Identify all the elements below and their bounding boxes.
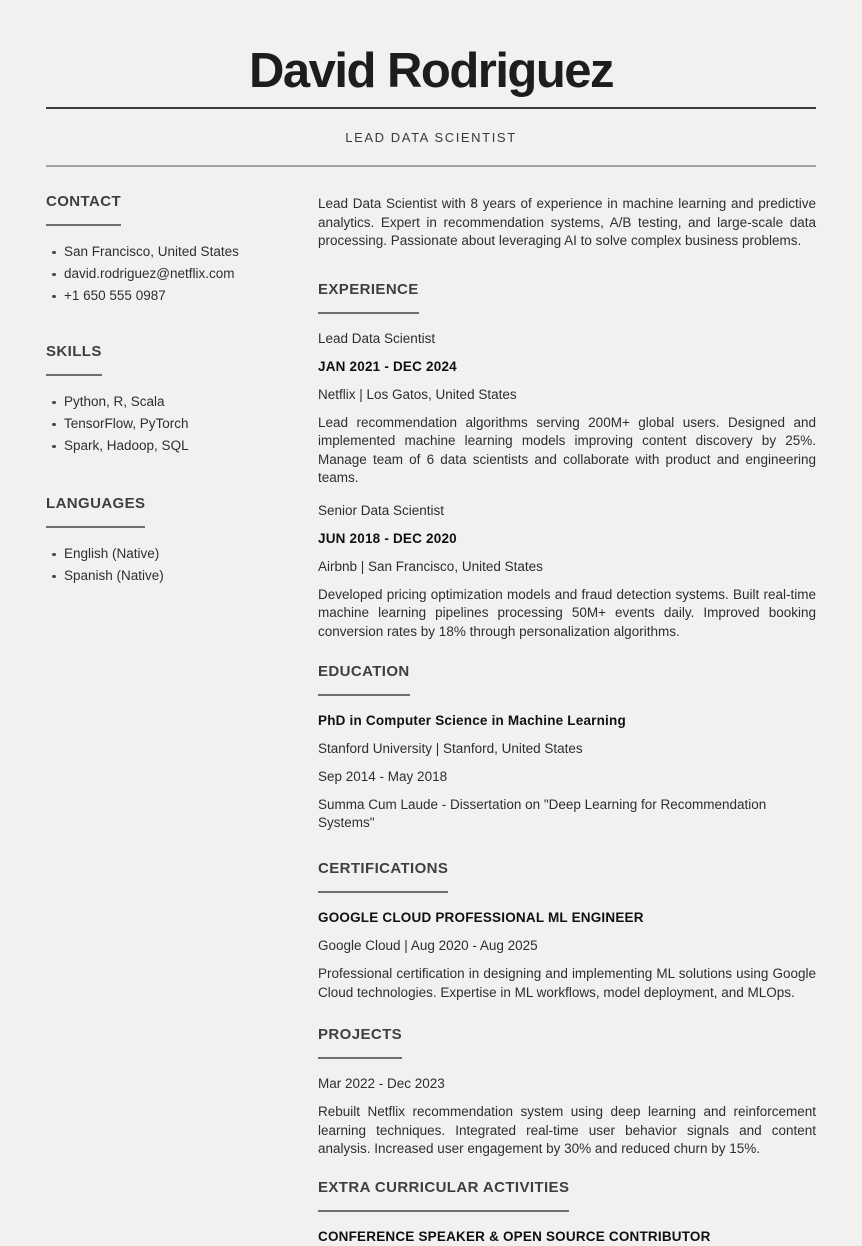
extra-curricular-section xyxy=(318,1179,816,1246)
education-dates: Sep 2014 - May 2018 xyxy=(318,769,448,784)
skills-item: Python, R, Scala xyxy=(46,391,292,413)
extra-curricular-entry xyxy=(318,1228,816,1246)
experience-heading: EXPERIENCE xyxy=(318,281,419,314)
project-entry xyxy=(318,1075,816,1159)
contact-section xyxy=(46,193,292,307)
contact-item-phone: +1 650 555 0987 xyxy=(46,285,292,307)
education-heading: EDUCATION xyxy=(318,663,410,696)
project-dates: Mar 2022 - Dec 2023 xyxy=(318,1076,445,1091)
experience-entry-company: Airbnb | San Francisco, United States xyxy=(318,558,543,574)
certification-description: Professional certification in designing and implementing ML solutions using Google Cloud technologies. Expertise in ML workflows, model deployment, and MLOps. xyxy=(318,966,816,1000)
project-description: Rebuilt Netflix recommendation system using deep learning and reinforcement learning techniques. Integrated real-time user behavior signals and content analysis. Increased user engagement by 30% and reduced churn by 15%. xyxy=(318,1104,816,1156)
skills-item: TensorFlow, PyTorch xyxy=(46,413,292,435)
certification-entry xyxy=(318,909,816,1002)
contact-item-email: david.rodriguez@netflix.com xyxy=(46,263,292,285)
experience-entry-title: Senior Data Scientist xyxy=(318,502,445,518)
projects-heading: PROJECTS xyxy=(318,1026,402,1059)
summary-text: Lead Data Scientist with 8 years of experience in machine learning and predictive analytics. Expert in recommendation systems, A/B testing, and large-scale data processing. Passionate about leveraging AI to solve complex business problems. xyxy=(318,196,816,248)
experience-section xyxy=(318,281,816,642)
resume-header xyxy=(46,0,816,167)
candidate-name: David Rodriguez xyxy=(248,44,614,98)
skills-heading: SKILLS xyxy=(46,343,102,376)
experience-entry-company: Netflix | Los Gatos, United States xyxy=(318,386,517,402)
experience-entry-title: Lead Data Scientist xyxy=(318,330,436,346)
certifications-heading: CERTIFICATIONS xyxy=(318,860,448,893)
experience-entry xyxy=(318,330,816,488)
skills-list xyxy=(46,391,292,457)
sidebar xyxy=(46,193,292,1246)
contact-list xyxy=(46,241,292,307)
experience-entry-dates: JAN 2021 - DEC 2024 xyxy=(318,358,457,374)
languages-item: Spanish (Native) xyxy=(46,565,292,587)
main-content xyxy=(318,193,816,1246)
education-entry xyxy=(318,712,816,832)
languages-item: English (Native) xyxy=(46,543,292,565)
experience-entry xyxy=(318,502,816,642)
header-divider-bottom xyxy=(46,165,816,167)
languages-heading: LANGUAGES xyxy=(46,495,145,528)
skills-section xyxy=(46,343,292,457)
experience-entry-description: Lead recommendation algorithms serving 200M+ global users. Designed and implemented machine learning models improving content discovery by 25%. Manage team of 6 data scientists and collaborate with product and engineering teams. xyxy=(318,414,816,485)
certifications-section xyxy=(318,860,816,1002)
education-school: Stanford University | Stanford, United States xyxy=(318,741,583,756)
contact-item-location: San Francisco, United States xyxy=(46,241,292,263)
contact-heading: CONTACT xyxy=(46,193,121,226)
education-degree: PhD in Computer Science in Machine Learning xyxy=(318,713,626,728)
languages-section xyxy=(46,495,292,587)
resume-body xyxy=(46,193,816,1246)
education-note: Summa Cum Laude - Dissertation on "Deep Learning for Recommendation Systems" xyxy=(318,797,767,830)
experience-entry-dates: JUN 2018 - DEC 2020 xyxy=(318,530,457,546)
languages-list xyxy=(46,543,292,587)
education-section xyxy=(318,663,816,832)
projects-section xyxy=(318,1026,816,1159)
certification-title: GOOGLE CLOUD PROFESSIONAL ML ENGINEER xyxy=(318,910,644,925)
extra-curricular-title: CONFERENCE SPEAKER & OPEN SOURCE CONTRIBUTOR xyxy=(318,1228,711,1244)
certification-issuer: Google Cloud | Aug 2020 - Aug 2025 xyxy=(318,938,538,953)
extra-curricular-heading: EXTRA CURRICULAR ACTIVITIES xyxy=(318,1179,569,1212)
job-title: LEAD DATA SCIENTIST xyxy=(345,130,517,145)
experience-entry-description: Developed pricing optimization models and fraud detection systems. Built real-time machine learning pipelines processing 50M+ events daily. Improved booking conversion rates by 18% through personalization algorithms. xyxy=(318,586,816,639)
skills-item: Spark, Hadoop, SQL xyxy=(46,435,292,457)
